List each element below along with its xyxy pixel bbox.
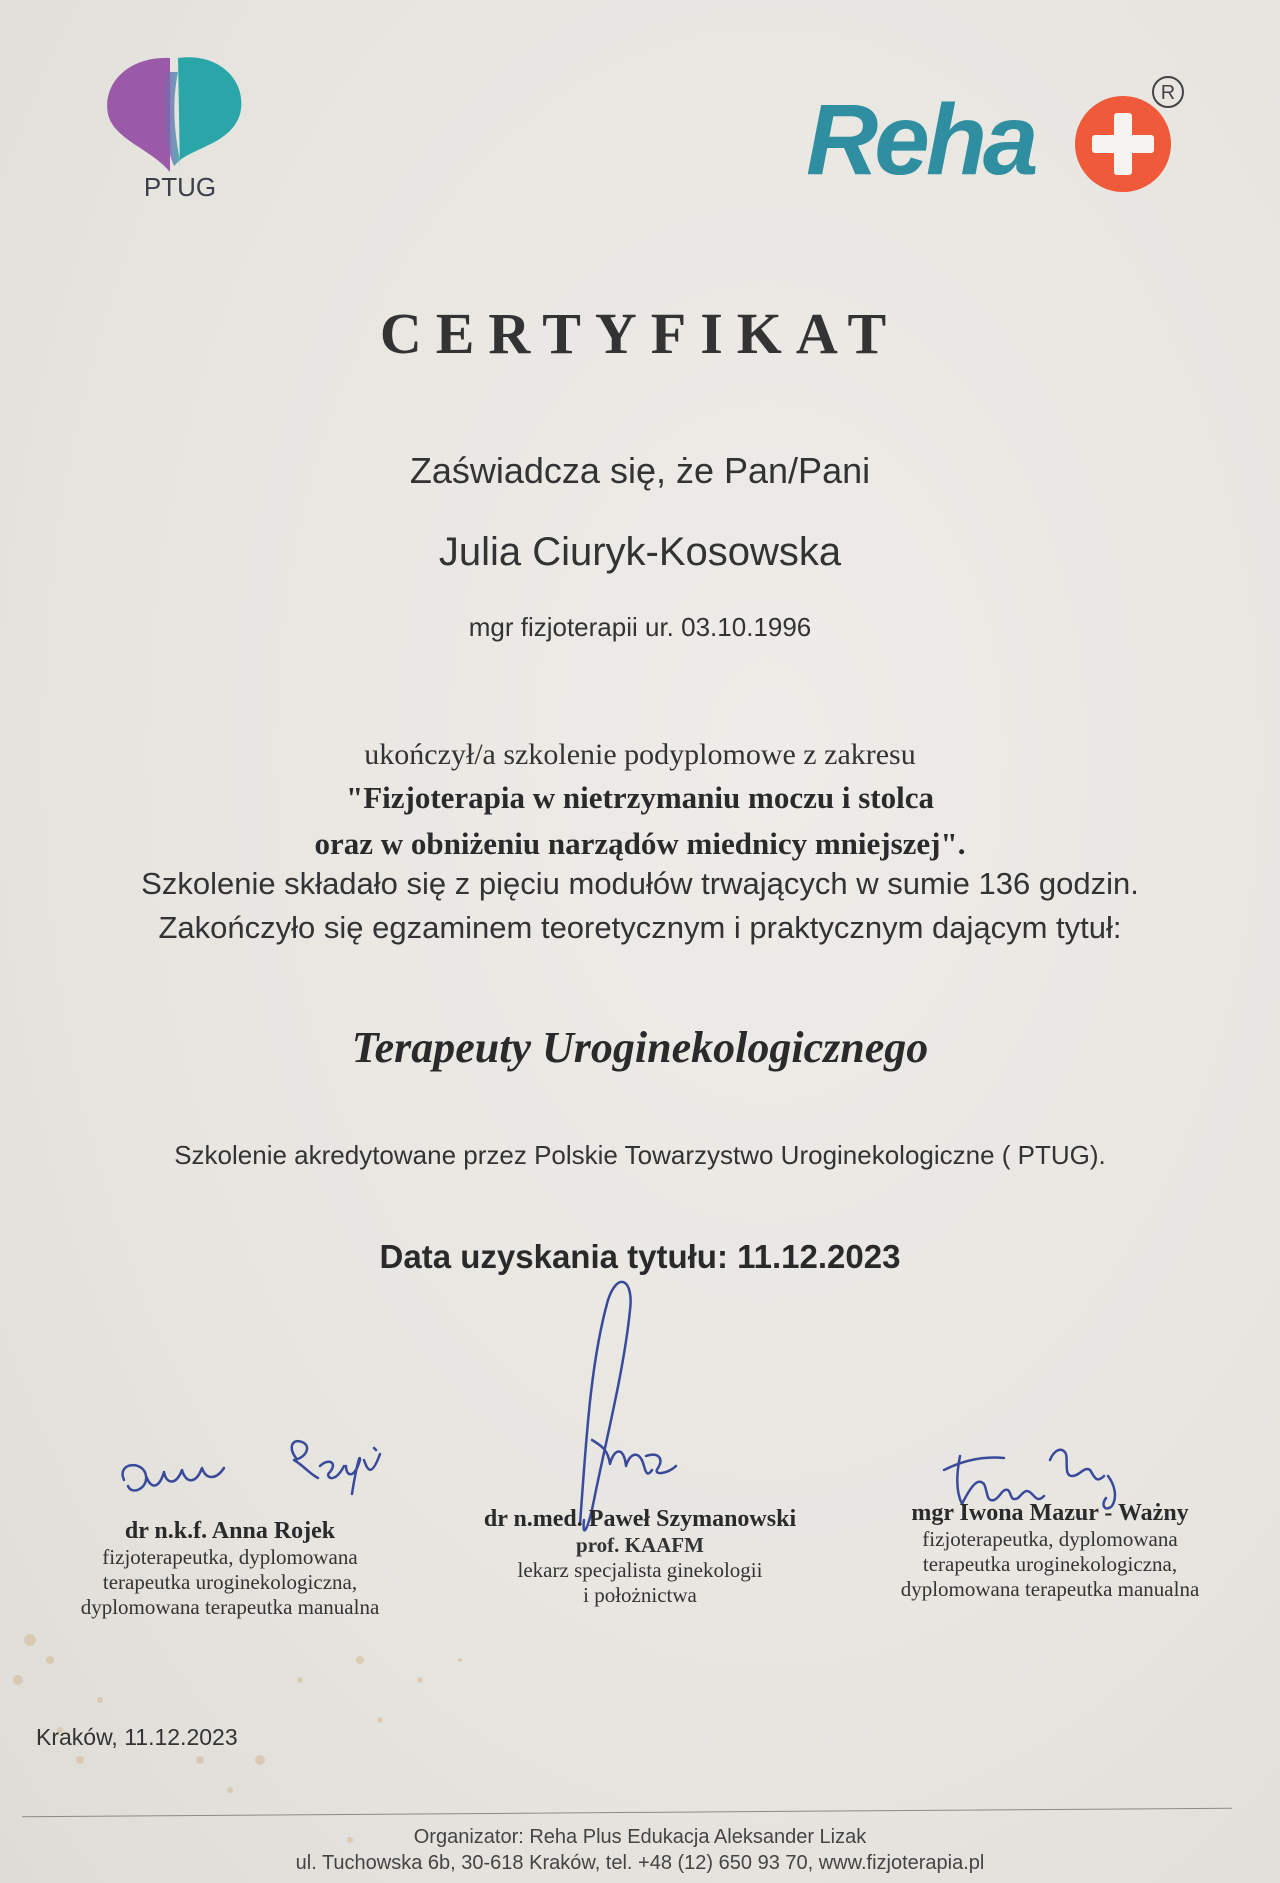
signature-anna-rojek <box>123 1441 380 1494</box>
certifies-intro: Zaświadcza się, że Pan/Pani <box>409 450 871 491</box>
signer-name: dr n.med. Paweł Szymanowski <box>483 1506 797 1532</box>
accreditation-line: Szkolenie akredytowane przez Polskie Towarzystwo Uroginekologiczne ( PTUG). <box>174 1140 1106 1170</box>
address-line: ul. Tuchowska 6b, 30-618 Kraków, tel. +48 (12) 650 93 70, www.fizjoterapia.pl <box>295 1852 985 1874</box>
signer-2 <box>440 1506 840 1608</box>
reha-logo-text: Reha <box>806 84 1035 196</box>
signer-role: i położnictwa <box>583 1583 697 1607</box>
recipient-degree: mgr fizjoterapii ur. 03.10.1996 <box>468 612 812 642</box>
completed-line: ukończył/a szkolenie podyplomowe z zakresu <box>364 738 916 771</box>
title-date: Data uzyskania tytułu: 11.12.2023 <box>379 1238 901 1275</box>
signer-role: terapeutka uroginekologiczna, <box>102 1570 358 1594</box>
signer-role: dyplomowana terapeutka manualna <box>80 1595 380 1619</box>
exam-line: Zakończyło się egzaminem teoretycznym i praktycznym dającym tytuł: <box>158 910 1122 945</box>
signer-1 <box>40 1518 420 1620</box>
signer-role: prof. KAAFM <box>576 1533 704 1557</box>
signer-role: dyplomowana terapeutka manualna <box>900 1577 1200 1601</box>
signer-name: dr n.k.f. Anna Rojek <box>124 1518 336 1544</box>
signature-pawel-szymanowski <box>580 1282 676 1531</box>
footer-divider <box>22 1808 1232 1817</box>
modules-line: Szkolenie składało się z pięciu modułów trwających w sumie 136 godzin. <box>141 866 1139 901</box>
svg-text:R: R <box>1160 82 1176 104</box>
signer-role: lekarz specjalista ginekologii <box>517 1558 763 1582</box>
earned-title: Terapeuty Uroginekologicznego <box>351 1023 929 1072</box>
recipient-name: Julia Ciuryk-Kosowska <box>438 530 842 574</box>
signer-name: mgr Iwona Mazur - Ważny <box>911 1500 1189 1526</box>
certificate-title: CERTYFIKAT <box>379 301 901 366</box>
organizer-line: Organizator: Reha Plus Edukacja Aleksander Lizak <box>413 1826 867 1848</box>
signer-role: fizjoterapeutka, dyplomowana <box>102 1545 358 1569</box>
reha-plus-logo <box>800 72 1200 202</box>
course-name-line1: "Fizjoterapia w nietrzymaniu moczu i stolca <box>345 780 934 815</box>
signer-role: terapeutka uroginekologiczna, <box>922 1552 1178 1576</box>
signer-3 <box>860 1500 1240 1602</box>
course-name-line2: oraz w obniżeniu narządów miednicy mniejszej". <box>314 826 966 861</box>
place-and-date: Kraków, 11.12.2023 <box>36 1724 238 1750</box>
signer-role: fizjoterapeutka, dyplomowana <box>922 1527 1178 1551</box>
ptug-logo-text: PTUG <box>143 172 217 202</box>
